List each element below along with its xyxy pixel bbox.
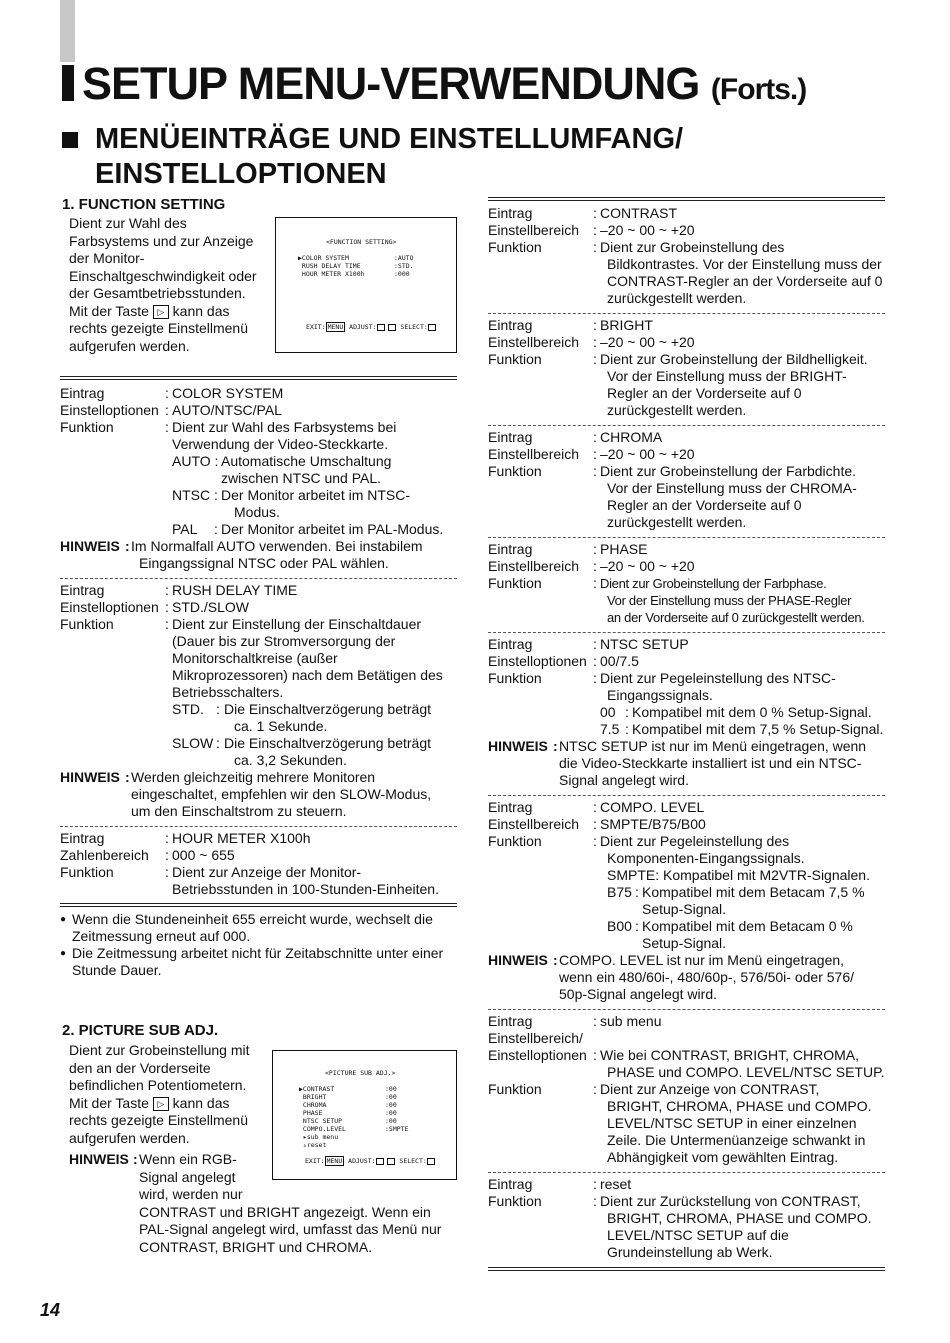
note-line: Eingangssignal NTSC oder PAL wählen. xyxy=(139,555,389,571)
note-line: eingeschaltet, empfehlen wir den SLOW-Modus, xyxy=(131,786,432,802)
option-key: B75 xyxy=(607,884,632,900)
note-line: wird, werden nur xyxy=(139,1186,243,1202)
note-line: COMPO. LEVEL ist nur im Menü eingetragen, xyxy=(559,952,845,968)
plus-key-icon xyxy=(387,1158,395,1165)
section-title xyxy=(62,122,683,192)
option-key: AUTO xyxy=(172,453,211,469)
option-desc: Kompatibel mit dem Betacam 7,5 % xyxy=(642,884,865,900)
dashed-divider xyxy=(488,632,885,633)
screen-row-label: ▶CONTRAST xyxy=(299,1085,335,1093)
desc-line: rechts gezeigte Einstellmenü xyxy=(69,320,248,336)
double-rule xyxy=(488,1267,885,1271)
entry-compo-level: Eintrag : COMPO. LEVEL Einstellbereich : SMPTE/B75/B00 Funktion : Dient zur Pegeleinstellung des Komponenten-Eingangssignals. SMPTE: Kompatibel mit M2VTR-Signalen. B75 : Kompatibel mit dem Betacam 7,5 % Setup-Signal. B00 : Kompatibel mit dem Betacam 0 % Setup-Signal. HINWEIS : COMPO. LEVEL ist nur im Menü eingetragen, wenn ein 480/60i-, 480/60p-, 576/50i- oder 576/ 50p-Signal angelegt wird. xyxy=(488,799,885,1003)
option-key: B00 xyxy=(607,918,632,934)
option-desc: Kompatibel mit dem 7,5 % Setup-Signal. xyxy=(632,721,884,737)
desc-key-line xyxy=(69,303,269,321)
screen-row-value: :STD. xyxy=(394,262,414,270)
page-tab-marker xyxy=(60,0,75,62)
screen-row-label: HOUR METER X100h xyxy=(298,270,365,278)
picture-sub-screen xyxy=(272,1050,457,1180)
note-label: HINWEIS xyxy=(69,1151,129,1167)
note-line: 50p-Signal angelegt wird. xyxy=(559,986,717,1002)
screen-title: <FUNCTION SETTING> xyxy=(326,238,397,246)
option-key: 7.5 xyxy=(600,721,620,737)
desc-text: Mit der Taste xyxy=(69,302,149,319)
dashed-divider xyxy=(488,1172,885,1173)
dashed-divider xyxy=(488,313,885,314)
function-line: LEVEL/NTSC SETUP in einer einzelnen xyxy=(607,1115,857,1131)
title-continued: (Forts.) xyxy=(710,73,807,106)
footer-menu-key: MENU xyxy=(327,323,344,331)
range-label: Einstellbereich xyxy=(488,446,580,462)
entry-value: sub menu xyxy=(600,1013,662,1029)
note-line: Werden gleichzeitig mehrere Monitoren xyxy=(131,769,376,785)
options-line: PHASE und COMPO. LEVEL/NTSC SETUP. xyxy=(607,1064,885,1080)
note-line: Signal angelegt xyxy=(139,1168,236,1185)
entry-value: COLOR SYSTEM xyxy=(172,385,284,401)
dashed-divider xyxy=(60,578,457,579)
desc-line: den an der Vorderseite xyxy=(69,1059,211,1076)
function-line: Betriebsstunden in 100-Stunden-Einheiten. xyxy=(172,881,439,897)
function-label: Funktion xyxy=(60,419,114,435)
function-label: Funktion xyxy=(488,463,542,479)
desc-line: der Monitor- xyxy=(69,250,145,266)
option-desc: Setup-Signal. xyxy=(642,935,727,951)
function-line: BRIGHT, CHROMA, PHASE und COMPO. xyxy=(607,1098,872,1114)
option-desc: Der Monitor arbeitet im NTSC- xyxy=(221,487,411,503)
bullet-line: ● Die Zeitmessung arbeitet nicht für Zeitabschnitte unter einer xyxy=(72,945,444,961)
screen-row-label: ▵reset xyxy=(299,1141,327,1149)
option-desc: Die Einschaltverzögerung beträgt xyxy=(224,701,432,717)
select-key-icon xyxy=(428,324,436,331)
entry-rush-delay-time: Eintrag : RUSH DELAY TIME Einstelloptionen : STD./SLOW Funktion : Dient zur Einstellung der Einschaltdauer (Dauer bis zur Stromversorgung der Monitorschaltkreise (außer Mikroprozessoren) nach dem Betätigen des Betriebsschalters. STD. : Die Einschaltverzögerung beträgt ca. 1 Sekunde. SLOW : Die Einschaltverzögerung beträgt ca. 3,2 Sekunden. HINWEIS : Werden gleichzeitig mehrere Monitoren eingeschaltet, empfehlen wir den SLOW-Modus, um den Einschaltstrom zu steuern. xyxy=(60,582,457,820)
function-line: Vor der Einstellung muss der BRIGHT- xyxy=(607,368,847,384)
function-line: LEVEL/NTSC SETUP auf die xyxy=(607,1227,789,1243)
note-line: die Video-Steckkarte installiert ist und ein NTSC- xyxy=(559,755,862,771)
range-label: Zahlenbereich xyxy=(60,847,149,863)
function-line: Regler an der Vorderseite auf 0 xyxy=(607,497,802,513)
function-line: Bildkontrastes. Vor der Einstellung muss der xyxy=(607,256,882,272)
option-key: NTSC xyxy=(172,487,211,503)
section-title-line2: EINSTELLOPTIONEN xyxy=(95,158,387,190)
note-line: Wenn ein RGB- xyxy=(139,1151,237,1167)
desc-text: kann das xyxy=(172,1094,230,1111)
page-number: 14 xyxy=(40,1300,61,1320)
function-line: (Dauer bis zur Stromversorgung der xyxy=(172,633,396,649)
function-line: Komponenten-Eingangssignals. xyxy=(607,850,805,866)
range-label: Einstellbereich xyxy=(488,334,580,350)
range-label: Einstellbereich xyxy=(488,222,580,238)
entry-ntsc-setup: Eintrag : NTSC SETUP Einstelloptionen : 00/7.5 Funktion : Dient zur Pegeleinstellung des NTSC- Eingangssignals. 00 : Kompatibel mit dem 0 % Setup-Signal. 7.5 : Kompatibel mit dem 7,5 % Setup-Signal. HINWEIS : NTSC SETUP ist nur im Menü eingetragen, wenn die Video-Steckkarte installiert ist und ein NTSC- Signal angelegt wird. xyxy=(488,636,884,788)
function-line: Dient zur Zurückstellung von CONTRAST, xyxy=(600,1193,861,1209)
function-label: Funktion xyxy=(488,670,542,686)
play-key-icon: ▷ xyxy=(153,305,169,319)
entry-label: Eintrag xyxy=(488,799,533,815)
function-line: Verwendung der Video-Steckkarte. xyxy=(172,436,389,452)
options-line: Wie bei CONTRAST, BRIGHT, CHROMA, xyxy=(600,1047,860,1063)
bullet-line: ● Wenn die Stundeneinheit 655 erreicht wurde, wechselt die xyxy=(72,911,433,927)
picture-sub-description xyxy=(69,1042,264,1147)
footer-adjust: ADJUST: xyxy=(349,323,377,331)
note-label: HINWEIS xyxy=(488,738,548,754)
footer-exit: EXIT: xyxy=(305,1157,325,1165)
desc-key-line xyxy=(69,1095,264,1113)
entry-value: NTSC SETUP xyxy=(600,636,689,652)
desc-line: der Gesamtbetriebsstunden. xyxy=(69,285,246,301)
option-desc: Der Monitor arbeitet im PAL-Modus. xyxy=(221,521,444,537)
note-line: PAL-Signal angelegt wird, umfasst das Menü nur xyxy=(139,1221,442,1237)
range-value: –20 ~ 00 ~ +20 xyxy=(600,222,695,238)
options-label: Einstelloptionen xyxy=(60,402,159,418)
function-line: Abhängigkeit vom gewählten Eintrag. xyxy=(607,1149,839,1165)
function-line: Dient zur Grobeinstellung der Farbdichte. xyxy=(600,463,857,479)
screen-title: <PICTURE SUB ADJ.> xyxy=(325,1069,396,1077)
entry-value: PHASE xyxy=(600,541,648,557)
note-line: CONTRAST, BRIGHT und CHROMA. xyxy=(139,1238,373,1255)
entry-label: Eintrag xyxy=(60,582,105,598)
options-label: Einstellbereich/ xyxy=(488,1030,583,1046)
function-setting-heading: 1. FUNCTION SETTING xyxy=(62,196,226,213)
function-label: Funktion xyxy=(488,239,542,255)
entry-label: Eintrag xyxy=(488,636,533,652)
function-label: Funktion xyxy=(60,616,114,632)
screen-row-label: RUSH DELAY TIME xyxy=(298,262,361,270)
options-value: STD./SLOW xyxy=(172,599,250,615)
entry-phase: Eintrag : PHASE Einstellbereich : –20 ~ 00 ~ +20 Funktion : Dient zur Grobeinstellung der Farbphase. Vor der Einstellung muss der PHASE-Regler an der Vorderseite auf 0 zurückgestellt werden. xyxy=(488,541,885,626)
note-line: Signal angelegt wird. xyxy=(559,772,689,788)
function-line: Vor der Einstellung muss der PHASE-Regler xyxy=(607,593,852,608)
desc-text: kann das xyxy=(172,302,230,319)
function-setting-description xyxy=(69,215,269,355)
note-label: HINWEIS xyxy=(488,952,548,968)
bullet-line: Stunde Dauer. xyxy=(72,962,162,978)
footer-exit: EXIT: xyxy=(306,323,326,331)
function-label: Funktion xyxy=(488,833,542,849)
function-label: Funktion xyxy=(488,351,542,367)
function-line: Dient zur Grobeinstellung der Bildhelligkeit. xyxy=(600,351,868,367)
desc-line: Einschaltgeschwindigkeit oder xyxy=(69,267,257,284)
picture-sub-note: HINWEIS : Wenn ein RGB- Signal angelegt wird, werden nur CONTRAST und BRIGHT angezeigt. Wenn ein PAL-Signal angelegt wird, umfasst das Menü nur CONTRAST, BRIGHT und CHROMA. xyxy=(69,1151,459,1256)
desc-line: Dient zur Grobeinstellung mit xyxy=(69,1042,250,1058)
screen-row-label: COMPO.LEVEL xyxy=(299,1125,346,1133)
option-key: SLOW xyxy=(172,735,214,751)
screen-row-value: :00 xyxy=(385,1109,397,1117)
function-line: Mikroprozessoren) nach dem Betätigen des xyxy=(172,667,443,683)
options-label: Einstelloptionen xyxy=(488,1047,587,1063)
function-line: Dient zur Anzeige der Monitor- xyxy=(172,864,362,880)
range-value: 000 ~ 655 xyxy=(172,847,235,863)
dashed-divider xyxy=(488,537,885,538)
screen-row-value: :00 xyxy=(385,1093,397,1101)
dashed-divider xyxy=(488,795,885,796)
option-desc: ca. 3,2 Sekunden. xyxy=(234,752,347,768)
desc-line: Farbsystems und zur Anzeige xyxy=(69,232,254,249)
option-desc: Automatische Umschaltung xyxy=(221,453,392,469)
option-key: SMPTE xyxy=(607,867,656,883)
footer-adjust: ADJUST: xyxy=(348,1157,376,1165)
function-label: Funktion xyxy=(488,575,542,591)
entry-label: Eintrag xyxy=(488,317,533,333)
function-line: zurückgestellt werden. xyxy=(607,514,747,530)
entry-label: Eintrag xyxy=(60,385,105,401)
screen-row-label: NTSC SETUP xyxy=(299,1117,343,1125)
screen-row-value: :AUTO xyxy=(394,254,414,262)
note-line: Im Normalfall AUTO verwenden. Bei instabilem xyxy=(131,538,423,554)
function-label: Funktion xyxy=(488,1081,542,1097)
screen-row-label: BRIGHT xyxy=(299,1093,327,1101)
screen-row-label: ▶COLOR SYSTEM xyxy=(298,254,349,262)
entry-value: CONTRAST xyxy=(600,205,677,221)
entry-label: Eintrag xyxy=(60,830,105,846)
footer-menu-key: MENU xyxy=(326,1157,343,1165)
function-line: zurückgestellt werden. xyxy=(607,290,747,306)
footer-select: SELECT: xyxy=(400,323,428,331)
desc-line: befindlichen Potentiometern. xyxy=(69,1077,247,1093)
note-label: HINWEIS xyxy=(60,769,120,785)
entry-label: Eintrag xyxy=(488,541,533,557)
desc-line: aufgerufen werden. xyxy=(69,337,190,354)
function-line: Betriebsschalters. xyxy=(172,684,284,700)
entry-reset: Eintrag : reset Funktion : Dient zur Zurückstellung von CONTRAST, BRIGHT, CHROMA, PHASE und COMPO. LEVEL/NTSC SETUP auf die Grundeinstellung ab Werk. xyxy=(488,1176,885,1261)
entry-label: Eintrag xyxy=(488,1013,533,1029)
option-desc: Kompatibel mit M2VTR-Signalen. xyxy=(663,867,870,883)
minus-key-icon xyxy=(377,324,385,331)
function-label: Funktion xyxy=(60,864,114,880)
bullet-item xyxy=(60,945,457,979)
function-line: Dient zur Pegeleinstellung des xyxy=(600,833,790,849)
bullet-item xyxy=(60,911,457,945)
right-entries xyxy=(488,197,885,1271)
title-text: SETUP MENU-VERWENDUNG xyxy=(82,58,700,109)
left-entries xyxy=(60,376,457,979)
section-title-line1: MENÜEINTRÄGE UND EINSTELLUMFANG/ xyxy=(95,123,684,155)
entry-value: COMPO. LEVEL xyxy=(600,799,705,815)
function-line: Vor der Einstellung muss der CHROMA- xyxy=(607,480,857,496)
desc-line: rechts gezeigte Einstellmenü xyxy=(69,1112,248,1128)
screen-row-label: ▸sub menu xyxy=(299,1133,339,1141)
function-line: Dient zur Pegeleinstellung des NTSC- xyxy=(600,670,836,686)
entry-color-system: Eintrag : COLOR SYSTEM Einstelloptionen : AUTO/NTSC/PAL Funktion : Dient zur Wahl des Farbsystems bei Verwendung der Video-Steckkarte. AUTO : Automatische Umschaltung zwischen NTSC und PAL. NTSC : Der Monitor arbeitet im NTSC- Modus. PAL : Der Monitor arbeitet im PAL-Modus. HINWEIS : Im Normalfall AUTO verwenden. Bei instabilem Eingangssignal NTSC oder PAL wählen. xyxy=(60,385,457,572)
screen-footer xyxy=(306,323,436,331)
function-line: Zeile. Die Untermenüanzeige schwankt in xyxy=(607,1132,866,1148)
entry-value: reset xyxy=(600,1176,632,1192)
screen-row-value: :000 xyxy=(394,270,410,278)
screen-row-value: :00 xyxy=(385,1085,397,1093)
footer-select: SELECT: xyxy=(399,1157,427,1165)
desc-line: aufgerufen werden. xyxy=(69,1129,190,1146)
function-line: an der Vorderseite auf 0 zurückgestellt werden. xyxy=(607,610,865,625)
function-setting-screen xyxy=(275,217,457,353)
page-title xyxy=(62,58,806,110)
play-key-icon: ▷ xyxy=(153,1097,169,1111)
screen-row-label: PHASE xyxy=(299,1109,323,1117)
desc-line: Dient zur Wahl des xyxy=(69,215,187,231)
function-line: Dient zur Einstellung der Einschaltdauer xyxy=(172,616,422,632)
function-line: CONTRAST-Regler an der Vorderseite auf 0 xyxy=(607,273,883,289)
option-desc: zwischen NTSC und PAL. xyxy=(221,470,382,486)
range-value: –20 ~ 00 ~ +20 xyxy=(600,446,695,462)
plus-key-icon xyxy=(388,324,396,331)
range-value: –20 ~ 00 ~ +20 xyxy=(600,558,695,574)
screen-row-label: CHROMA xyxy=(299,1101,327,1109)
entry-label: Eintrag xyxy=(488,429,533,445)
entry-label: Eintrag xyxy=(488,205,533,221)
note-line: CONTRAST und BRIGHT angezeigt. Wenn ein xyxy=(139,1203,431,1220)
function-line: Eingangssignals. xyxy=(607,687,713,703)
option-desc: Kompatibel mit dem 0 % Setup-Signal. xyxy=(632,704,872,720)
function-line: Monitorschaltkreise (außer xyxy=(172,650,338,666)
screen-row-value: :00 xyxy=(385,1101,397,1109)
function-line: Dient zur Anzeige von CONTRAST, xyxy=(600,1081,820,1097)
entry-sub-menu: Eintrag : sub menu Einstellbereich/ Einstelloptionen : Wie bei CONTRAST, BRIGHT, CHROMA, PHASE und COMPO. LEVEL/NTSC SETUP. Funktion : Dient zur Anzeige von CONTRAST, BRIGHT, CHROMA, PHASE und COMPO. LEVEL/NTSC SETUP in einer einzelnen Zeile. Die Untermenüanzeige schwankt in Abhängigkeit vom gewählten Eintrag. xyxy=(488,1013,885,1165)
screen-footer xyxy=(305,1157,435,1165)
function-line: Dient zur Grobeinstellung der Farbphase. xyxy=(600,576,827,591)
option-key: STD. xyxy=(172,701,204,717)
entry-value: RUSH DELAY TIME xyxy=(172,582,298,598)
screen-row-value: :00 xyxy=(385,1117,397,1125)
title-block-icon xyxy=(62,65,74,101)
dashed-divider xyxy=(488,1009,885,1010)
option-key: PAL xyxy=(172,521,198,537)
minus-key-icon xyxy=(376,1158,384,1165)
function-line: Regler an der Vorderseite auf 0 xyxy=(607,385,802,401)
function-line: Dient zur Wahl des Farbsystems bei xyxy=(172,419,397,435)
options-label: Einstelloptionen xyxy=(488,653,587,669)
select-key-icon xyxy=(427,1158,435,1165)
entry-hour-meter: Eintrag : HOUR METER X100h Zahlenbereich : 000 ~ 655 Funktion : Dient zur Anzeige der Monitor- Betriebsstunden in 100-Stunden-Einheiten. xyxy=(60,830,457,898)
desc-text: Mit der Taste xyxy=(69,1094,149,1111)
dashed-divider xyxy=(60,826,457,827)
range-value: –20 ~ 00 ~ +20 xyxy=(600,334,695,350)
entry-contrast: Eintrag : CONTRAST Einstellbereich : –20 ~ 00 ~ +20 Funktion : Dient zur Grobeinstellung des Bildkontrastes. Vor der Einstellung muss der CONTRAST-Regler an der Vorderseite auf 0 zurückgestellt werden. xyxy=(488,205,885,307)
options-value: 00/7.5 xyxy=(600,653,639,669)
function-label: Funktion xyxy=(488,1193,542,1209)
range-label: Einstellbereich xyxy=(488,558,580,574)
function-line: zurückgestellt werden. xyxy=(607,402,747,418)
option-desc: Die Einschaltverzögerung beträgt xyxy=(224,735,432,751)
function-line: Dient zur Grobeinstellung des xyxy=(600,239,785,255)
dashed-divider xyxy=(488,425,885,426)
entry-value: BRIGHT xyxy=(600,317,653,333)
function-line: BRIGHT, CHROMA, PHASE und COMPO. xyxy=(607,1210,872,1226)
bullet-line: Zeitmessung erneut auf 000. xyxy=(72,928,251,944)
options-value: AUTO/NTSC/PAL xyxy=(172,402,282,418)
note-line: wenn ein 480/60i-, 480/60p-, 576/50i- oder 576/ xyxy=(559,969,854,985)
option-desc: Setup-Signal. xyxy=(642,901,727,917)
range-value: SMPTE/B75/B00 xyxy=(600,816,706,832)
entry-label: Eintrag xyxy=(488,1176,533,1192)
section-square-icon xyxy=(62,132,78,148)
function-line: Grundeinstellung ab Werk. xyxy=(607,1244,773,1260)
range-label: Einstellbereich xyxy=(488,816,580,832)
option-desc: Kompatibel mit dem Betacam 0 % xyxy=(642,918,853,934)
option-desc: ca. 1 Sekunde. xyxy=(234,718,328,734)
note-line: um den Einschaltstrom zu steuern. xyxy=(131,803,347,819)
entry-bright: Eintrag : BRIGHT Einstellbereich : –20 ~ 00 ~ +20 Funktion : Dient zur Grobeinstellung der Bildhelligkeit. Vor der Einstellung muss der BRIGHT- Regler an der Vorderseite auf 0 zurückgestellt werden. xyxy=(488,317,885,419)
entry-value: HOUR METER X100h xyxy=(172,830,311,846)
entry-value: CHROMA xyxy=(600,429,663,445)
option-desc: Modus. xyxy=(234,504,280,520)
entry-chroma: Eintrag : CHROMA Einstellbereich : –20 ~ 00 ~ +20 Funktion : Dient zur Grobeinstellung der Farbdichte. Vor der Einstellung muss der CHROMA- Regler an der Vorderseite auf 0 zurückgestellt werden. xyxy=(488,429,885,531)
options-label: Einstelloptionen xyxy=(60,599,159,615)
picture-sub-heading: 2. PICTURE SUB ADJ. xyxy=(62,1022,219,1039)
note-label: HINWEIS xyxy=(60,538,120,554)
option-key: 00 xyxy=(600,704,616,720)
note-line: NTSC SETUP ist nur im Menü eingetragen, wenn xyxy=(559,738,867,754)
screen-row-value: :SMPTE xyxy=(385,1125,409,1133)
